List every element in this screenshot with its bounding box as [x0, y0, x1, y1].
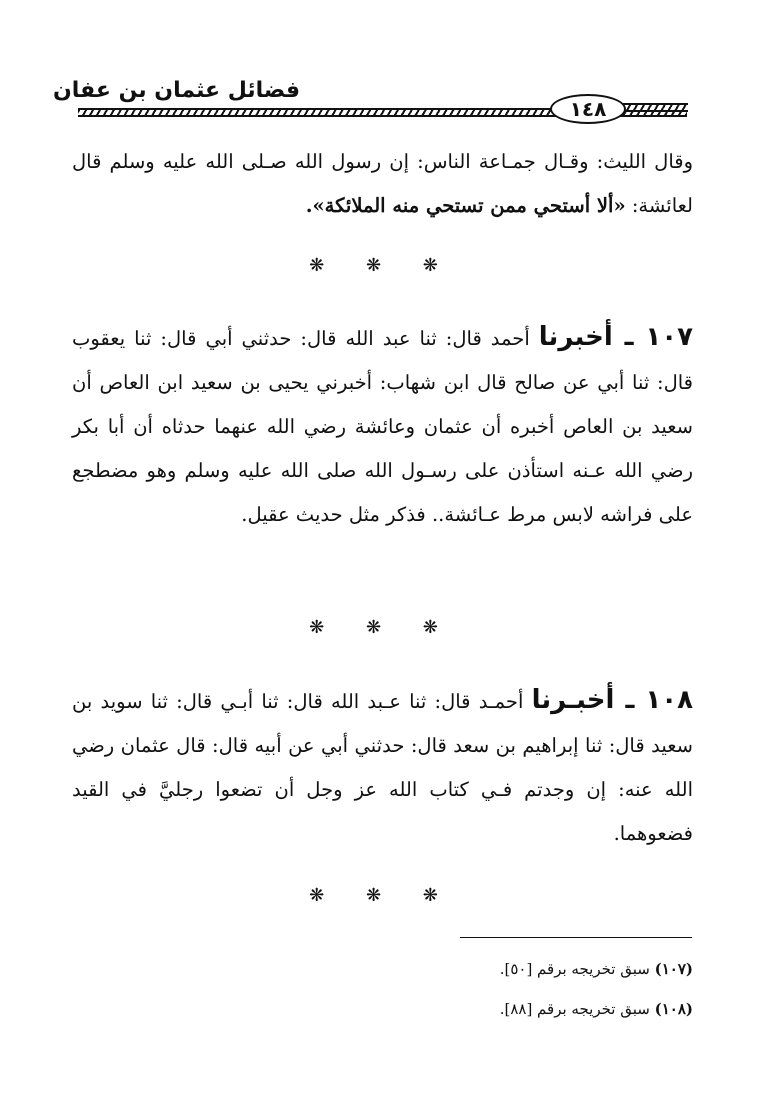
hadith-108-text: أحمـد قال: ثنا عـبد الله قال: ثنا أبـي قال: ثنا سويد بن سعيد قال: ثنا إبراهيم بن سعد قال: حدثني أبي عن أبيه قال: قال عثمان رضي الله عنه: إن وجدتم فـي كتاب الله عز وجل أن تضعوا رجليَّ في القيد فضعوهما. — [72, 690, 693, 845]
section-separator: ❋ ❋ ❋ — [309, 617, 456, 638]
hadith-107-lead: ١٠٧ ـ أخبرنا — [538, 322, 693, 352]
running-header-title: فضائل عثمان بن عفان — [53, 78, 300, 103]
hadith-108-lead: ١٠٨ ـ أخبـرنا — [531, 685, 694, 715]
section-separator: ❋ ❋ ❋ — [309, 255, 456, 276]
hadith-107-text: أحمد قال: ثنا عبد الله قال: حدثني أبي قال: ثنا يعقوب قال: ثنا أبي عن صالح قال ابن شهاب: أخبرني يحيى بن سعيد ابن العاص أن سعيد بن العاص أخبره أن عثمان وعائشة رضي الله عنهما حدثاه أن أبا بكر رضي الله عـنه استأذن على رسـول الله صلى الله عليه وسلم وهو مضطجع على فراشه لابس مرط عـائشة.. فذكر مثل حديث عقيل. — [72, 327, 693, 526]
footnote-number: (١٠٨) — [654, 1000, 693, 1018]
footnote-rule — [460, 937, 692, 938]
page-number: ١٤٨ — [550, 94, 626, 124]
header-rule-ornament — [622, 103, 688, 112]
footnote-108 — [500, 1000, 693, 1018]
paragraph-intro-text: وقال الليث: وقـال جمـاعة الناس: إن رسول الله صـلى الله عليه وسلم قال لعائشة: — [72, 150, 693, 217]
footnote-text: سبق تخريجه برقم [٨٨]. — [499, 1000, 655, 1018]
footnote-text: سبق تخريجه برقم [٥٠]. — [499, 960, 655, 978]
section-separator: ❋ ❋ ❋ — [309, 885, 456, 906]
hadith-108 — [72, 678, 693, 856]
hadith-107 — [72, 315, 693, 537]
hadith-quote: «ألا أستحي ممن تستحي منه الملائكة». — [305, 194, 626, 217]
paragraph-intro — [72, 140, 693, 228]
footnote-number: (١٠٧) — [654, 960, 693, 978]
footnote-107 — [500, 960, 693, 978]
